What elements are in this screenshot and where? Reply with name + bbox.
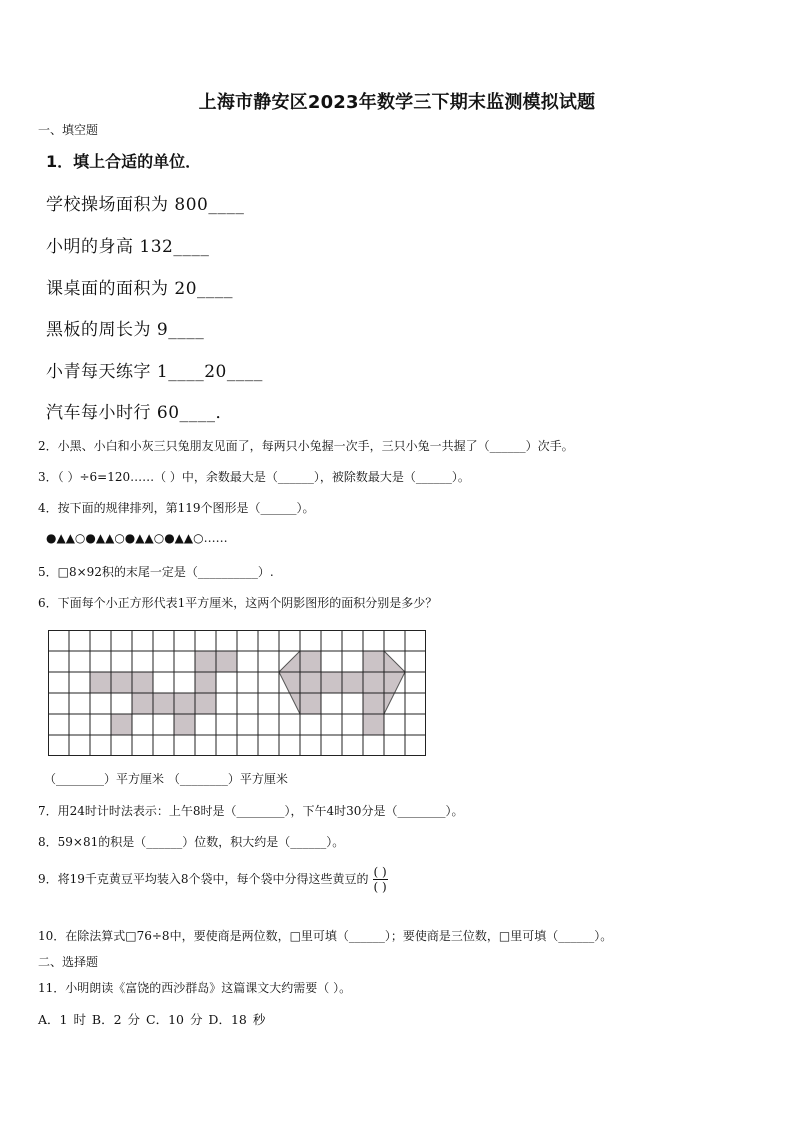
question-6-answers: （________）平方厘米 （________）平方厘米 [44, 772, 288, 786]
question-8: 8．59×81的积是（______）位数，积大约是（______）。 [38, 835, 345, 849]
shape-pattern: ●▲▲○●▲▲○●▲▲○●▲▲○…… [46, 531, 228, 545]
question-4: 4．按下面的规律排列，第119个图形是（______）。 [38, 501, 315, 515]
fraction-numerator: ( ) [373, 865, 387, 879]
question-9 [38, 865, 388, 894]
q1-line-2: 小明的身高 132____ [46, 237, 210, 257]
q1-line-4: 黑板的周长为 9____ [46, 320, 205, 340]
q1-line-1: 学校操场面积为 800____ [46, 195, 245, 215]
question-5: 5．□8×92积的末尾一定是（__________）. [38, 565, 274, 579]
fraction-denominator: ( ) [373, 880, 387, 894]
q1-line-5: 小青每天练字 1____20____ [46, 362, 263, 382]
q1-line-6: 汽车每小时行 60____． [46, 403, 234, 423]
question-11-options: A．1 时 B．2 分 C．10 分 D．18 秒 [38, 1012, 266, 1027]
section-fill-in: 一、填空题 [38, 123, 99, 137]
question-9-text: 9．将19千克黄豆平均装入8个袋中，每个袋中分得这些黄豆的 [38, 872, 369, 886]
question-2: 2．小黑、小白和小灰三只兔朋友见面了，每两只小兔握一次手，三只小兔一共握了（______）次手。 [38, 439, 574, 453]
page-title: 上海市静安区2023年数学三下期末监测模拟试题 [198, 92, 596, 113]
question-11: 11．小明朗读《富饶的西沙群岛》这篇课文大约需要（ ）。 [38, 981, 352, 995]
q1-stem: 1．填上合适的单位． [46, 152, 202, 171]
grid-figure [48, 630, 428, 756]
section-choice: 二、选择题 [38, 955, 99, 969]
question-3: 3．（ ）÷6=120……（ ）中，余数最大是（______），被除数最大是（______）。 [38, 470, 470, 484]
fraction-blank [373, 865, 388, 894]
question-10: 10．在除法算式□76÷8中，要使商是两位数，□里可填（______）；要使商是三位数，□里可填（______）。 [38, 929, 613, 943]
q1-line-3: 课桌面的面积为 20____ [46, 279, 234, 299]
grid-lines [48, 630, 426, 756]
question-6: 6．下面每个小正方形代表1平方厘米，这两个阴影图形的面积分别是多少？ [38, 596, 438, 610]
question-7: 7．用24时计时法表示：上午8时是（________），下午4时30分是（________）。 [38, 804, 464, 818]
